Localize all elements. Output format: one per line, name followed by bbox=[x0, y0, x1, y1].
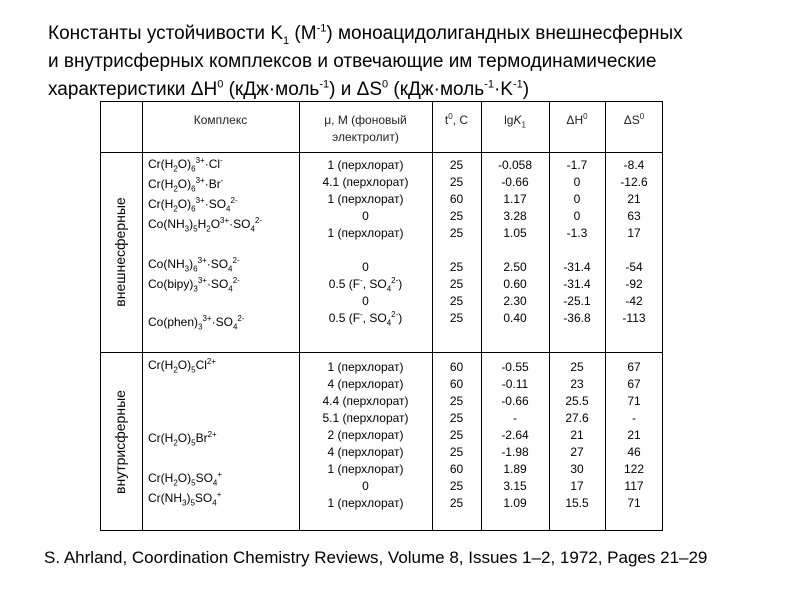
column-t-outer: 25 25 60 25 25 25 25 25 25 bbox=[449, 158, 464, 325]
column-dh-inner: 25 23 25.5 27.6 21 27 30 17 15.5 bbox=[565, 360, 589, 510]
complex-formula: $Co(phen)_3^{3+}\cdot SO_4^{2-}$ bbox=[148, 314, 245, 332]
complex-formula: $Cr(H_2O)_5SO_4^+$ bbox=[148, 470, 223, 488]
complex-formula: $Cr(H_2O)_6^{3+}\cdot SO_4^{2-}$ bbox=[148, 196, 238, 214]
complex-formula: $Cr(H_2O)_6^{3+}\cdot Br^-$ bbox=[148, 176, 224, 194]
column-dh-outer: -1.7 0 0 0 -1.3 -31.4 -31.4 -25.1 -36.8 bbox=[563, 158, 591, 325]
header-ds: $\Delta S^0$ bbox=[623, 112, 645, 127]
group-label-inner: внутрисферные bbox=[112, 390, 128, 494]
complex-formula: $Co(NH_3)_5H_2O^{3+}\cdot SO_4^{2-}$ bbox=[148, 216, 263, 234]
table-divider bbox=[101, 352, 662, 353]
column-ds-outer: -8.4 -12.6 21 63 17 -54 -92 -42 -113 bbox=[620, 158, 648, 325]
complex-formula: $Co(NH_3)_6^{3+}\cdot SO_4^{2-}$ bbox=[148, 256, 240, 274]
table-divider bbox=[142, 102, 143, 530]
column-lgk-inner: -0.55 -0.11 -0.66 - -2.64 -1.98 1.89 3.15 1.09 bbox=[501, 360, 529, 510]
complex-formula: $Cr(H_2O)_6^{3+}\cdot Cl^-$ bbox=[148, 156, 223, 174]
header-temperature: $t^0$, С bbox=[444, 112, 469, 127]
complex-formula: $Cr(H_2O)_5Br^{2+}$ bbox=[148, 430, 217, 448]
citation-footer: S. Ahrland, Coordination Chemistry Reviews, Volume 8, Issues 1–2, 1972, Pages 21–29 bbox=[44, 548, 708, 567]
slide-title: Константы устойчивости $K_1$ $(М^{-1})$ моноацидолигандных внешнесферных и внутрисферных комплексов и отвечающие им термодинамические характеристики $\Delta H^0$ (кДж·моль$^{-1}$) и $\Delta S^0$ $(кДж\cdot моль^{-1}\cdot K^{-1})$ bbox=[48, 22, 683, 100]
column-ds-inner: 67 67 71 - 21 46 122 117 71 bbox=[623, 360, 645, 510]
column-mu-inner: 1 (перхлорат) 4 (перхлорат) 4.4 (перхлорат) 5.1 (перхлорат) 2 (перхлорат) 4 (перхлорат) 1 (перхлорат) 0 1 (перхлорат) bbox=[322, 360, 409, 510]
data-table bbox=[100, 101, 663, 531]
header-ionic-strength: μ, М (фоновый электролит) bbox=[324, 113, 407, 144]
header-dh: $\Delta H^0$ bbox=[566, 112, 588, 127]
complex-formula: $Cr(H_2O)_5Cl^{2+}$ bbox=[148, 357, 217, 375]
column-t-inner: 60 60 25 25 25 25 60 25 25 bbox=[449, 360, 464, 510]
table-divider bbox=[101, 152, 662, 153]
header-lgk: lgK$_1$ bbox=[504, 113, 526, 130]
header-complex: Комплекс bbox=[193, 113, 248, 127]
complex-formula: $Cr(NH_3)_5SO_4^+$ bbox=[148, 490, 222, 508]
group-label-outer: внешнесферные bbox=[112, 197, 128, 307]
column-lgk-outer: -0.058 -0.66 1.17 3.28 1.05 2.50 0.60 2.30 0.40 bbox=[497, 158, 533, 325]
column-mu-outer: 1 (перхлорат) 4.1 (перхлорат) 1 (перхлорат) 0 1 (перхлорат) 0 0.5 (F-, $SO_4^{2-}$) 0 0.5 (F-, $SO_4^{2-}$) bbox=[322, 158, 409, 328]
complex-formula: $Co(bipy)_3^{3+}\cdot SO_4^{2-}$ bbox=[148, 276, 240, 294]
